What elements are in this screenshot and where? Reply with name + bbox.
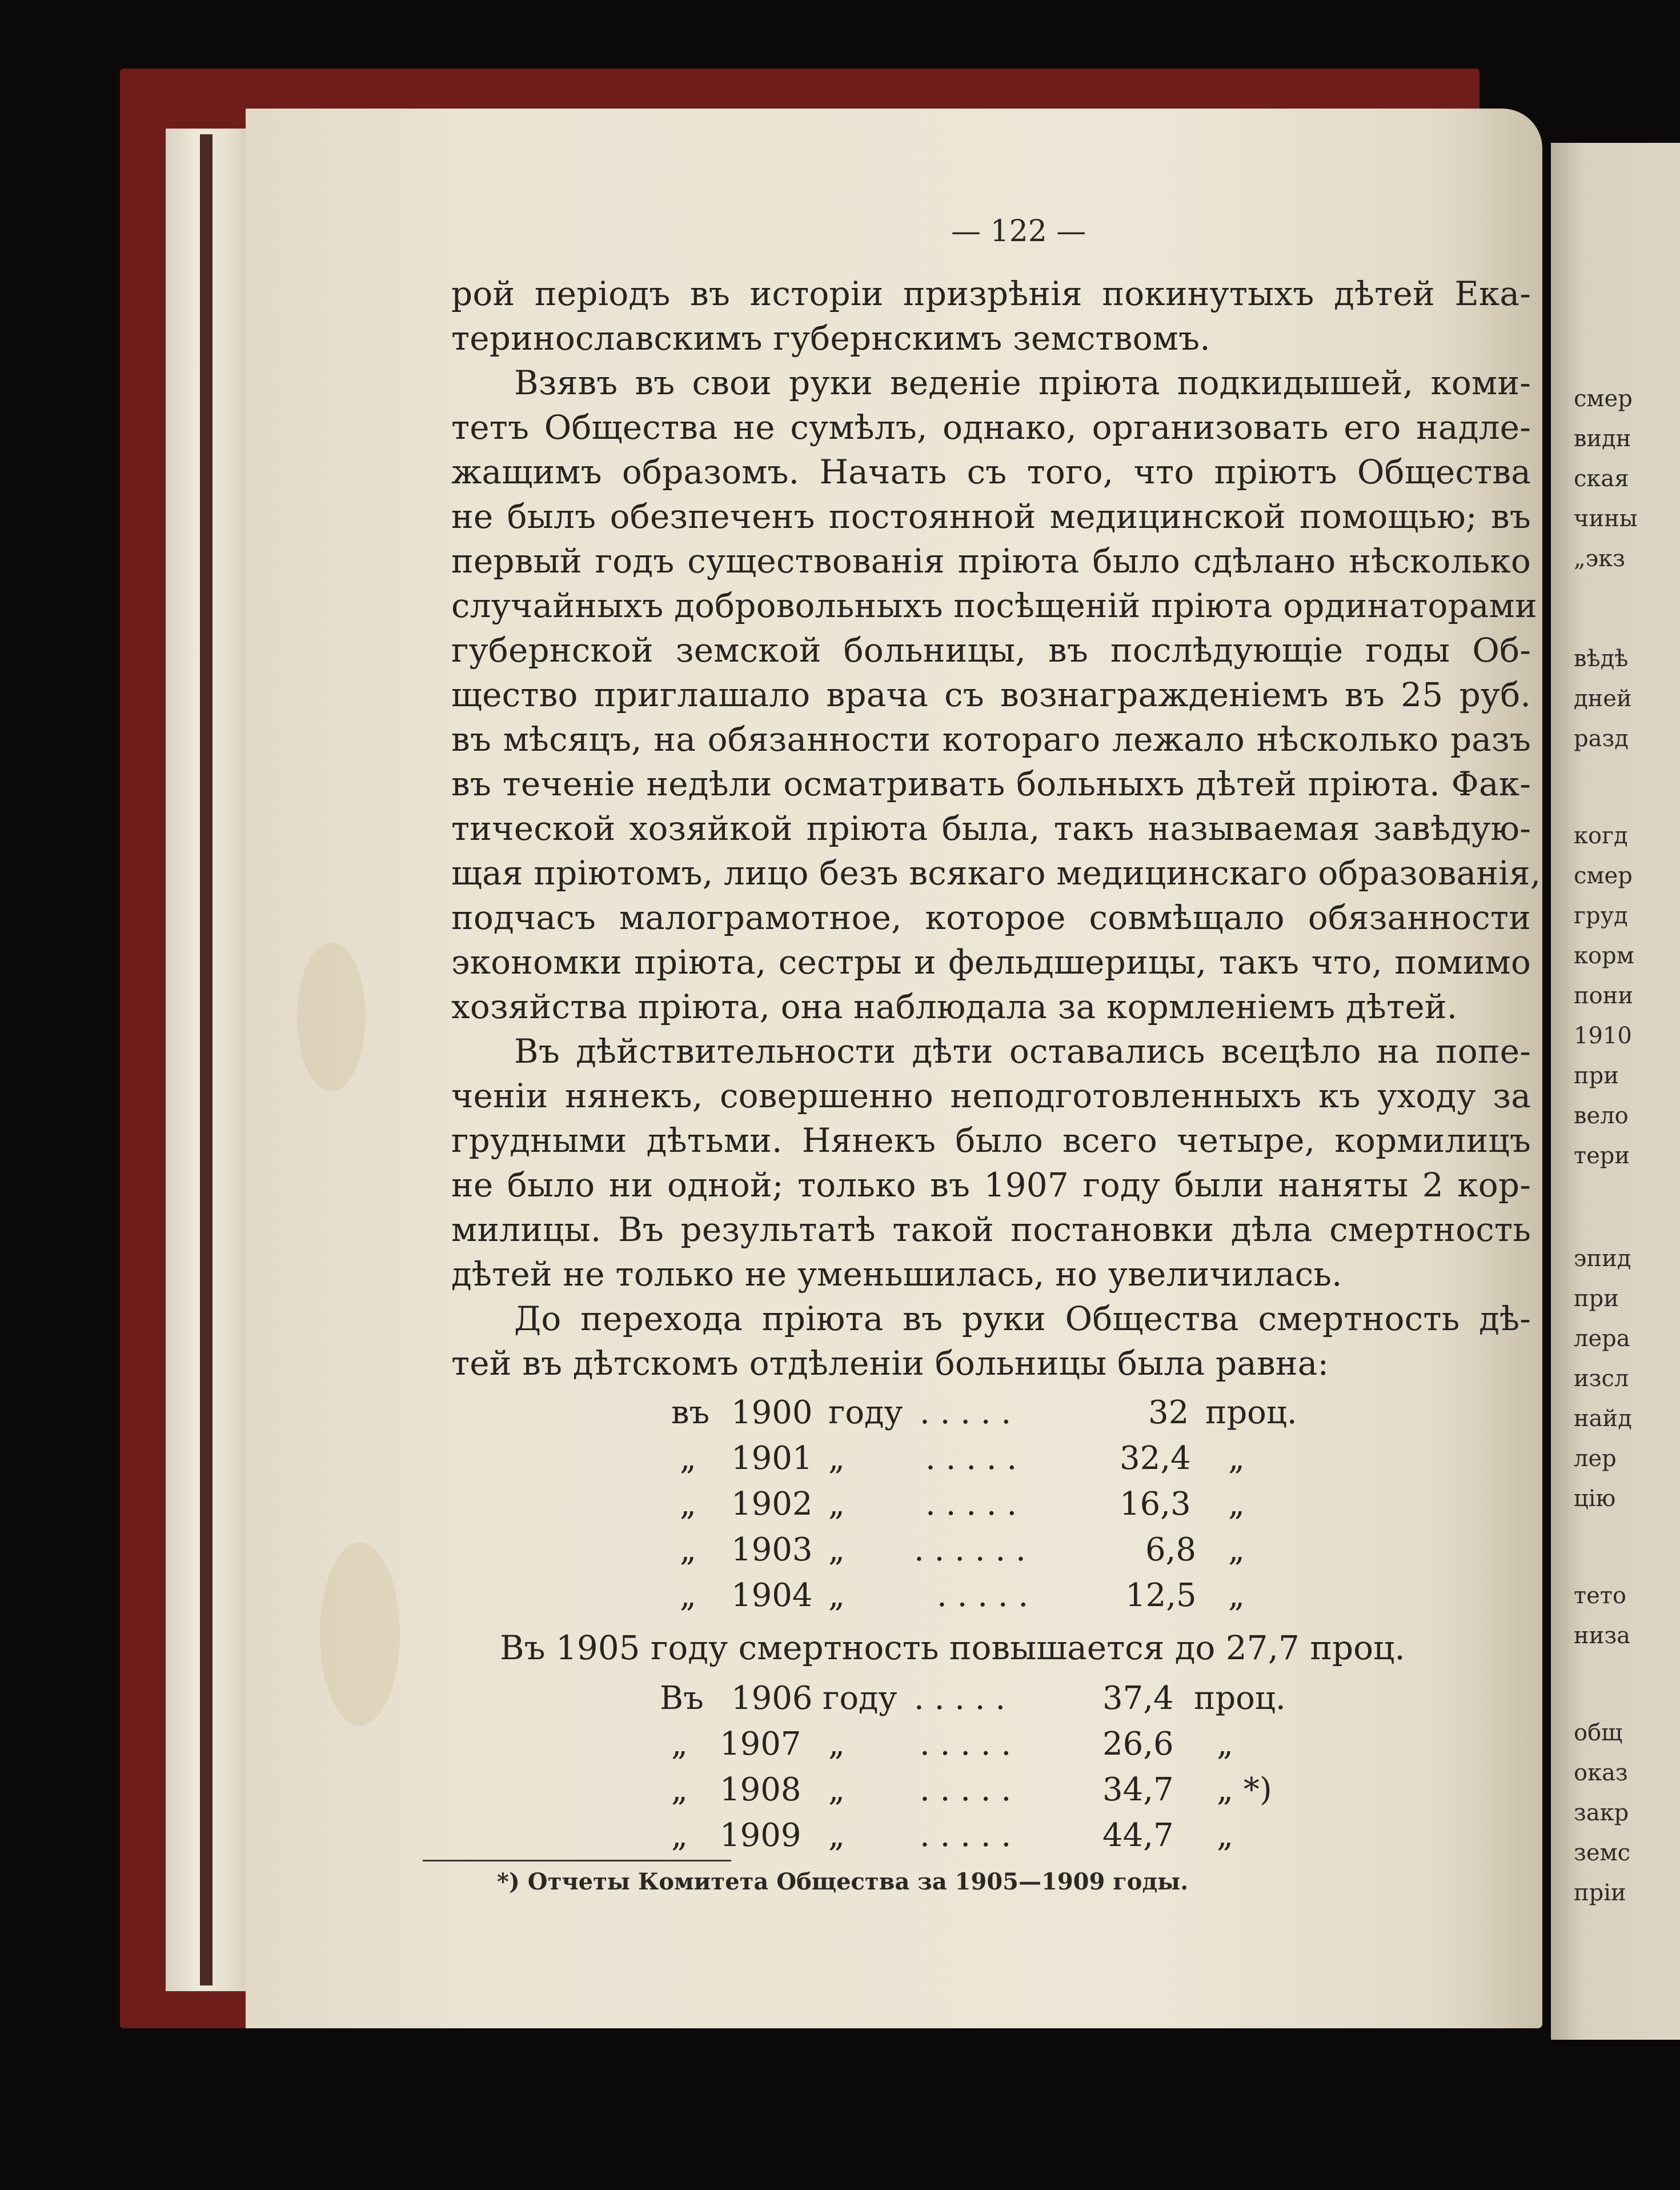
row-prefix: „ (680, 1486, 697, 1523)
row-word: „ (828, 1817, 845, 1854)
fragment: вѣдѣ (1574, 646, 1629, 672)
row-dots: . . . . . (920, 1817, 1012, 1854)
fragment: изсл (1574, 1366, 1629, 1392)
row-dots: . . . . . (920, 1771, 1012, 1808)
row-year: 1908 (720, 1771, 801, 1808)
text-line: щая пріютомъ, лицо безъ всякаго медицинскаго образованія, (451, 854, 1541, 892)
fragment: закр (1574, 1800, 1629, 1826)
row-year: 1903 (731, 1531, 813, 1568)
fragment: разд (1574, 726, 1629, 752)
fragment: при (1574, 1286, 1619, 1312)
row-prefix: „ (671, 1725, 688, 1763)
row-word: „ (828, 1577, 845, 1614)
fragment: чины (1574, 506, 1638, 532)
fragment: оказ (1574, 1760, 1628, 1786)
fragment: пріи (1574, 1880, 1626, 1906)
fragment: цію (1574, 1486, 1616, 1512)
row-year: 1909 (720, 1817, 801, 1854)
row-value: 12,5 (1125, 1577, 1197, 1614)
fragment: пони (1574, 983, 1634, 1009)
page-number: — 122 — (951, 214, 1086, 249)
fragment: смер (1574, 386, 1633, 412)
row-dots: . . . . . (920, 1394, 1012, 1431)
row-prefix: Въ (660, 1680, 704, 1717)
text-line: въ теченіе недѣли осматривать больныхъ дѣтей пріюта. Фак- (451, 764, 1531, 803)
fragment: низа (1574, 1623, 1630, 1649)
fragment: дней (1574, 686, 1632, 712)
row-prefix: „ (680, 1577, 697, 1614)
row-prefix: „ (671, 1817, 688, 1854)
row-prefix: въ (671, 1394, 710, 1431)
fragment: видн (1574, 426, 1631, 452)
text-line: не былъ обезпеченъ постоянной медицинской помощью; въ (451, 497, 1531, 536)
row-value: 26,6 (1102, 1725, 1174, 1763)
fragment: „экз (1574, 546, 1625, 572)
row-value: 32 (1148, 1394, 1189, 1431)
row-year: 1900 (731, 1394, 813, 1431)
row-value: 34,7 (1102, 1771, 1174, 1808)
fragment: эпид (1574, 1246, 1631, 1272)
row-word: „ (828, 1725, 845, 1763)
text-line: въ мѣсяцъ, на обязанности котораго лежало нѣсколько разъ (451, 720, 1531, 759)
row-dots: . . . . . (925, 1486, 1017, 1523)
row-unit: проц. (1194, 1680, 1286, 1717)
fragment: корм (1574, 943, 1634, 969)
row-dots: . . . . . . (914, 1531, 1026, 1568)
row-unit: „ (1228, 1440, 1245, 1477)
fragment: когд (1574, 823, 1628, 849)
row-value: 6,8 (1145, 1531, 1197, 1568)
row-prefix: „ (671, 1771, 688, 1808)
text-line: губернской земской больницы, въ послѣдующіе годы Об- (451, 631, 1531, 670)
row-year: 1904 (731, 1577, 813, 1614)
text-line: дѣтей не только не уменьшилась, но увеличилась. (451, 1255, 1342, 1294)
text-line: милицы. Въ результатѣ такой постановки дѣла смертность (451, 1210, 1531, 1249)
text-line: первый годъ существованія пріюта было сдѣлано нѣсколько (451, 542, 1531, 580)
text-line: Въ дѣйствительности дѣти оставались всецѣло на попе- (514, 1032, 1531, 1071)
row-prefix: „ (680, 1531, 697, 1568)
text-line: хозяйства пріюта, она наблюдала за кормленіемъ дѣтей. (451, 987, 1458, 1026)
fragment: груд (1574, 903, 1628, 929)
row-unit: „ *) (1217, 1771, 1272, 1808)
row-word: году (828, 1394, 903, 1431)
fragment: вело (1574, 1103, 1629, 1129)
text-line: грудными дѣтьми. Нянекъ было всего четыре, кормилицъ (451, 1121, 1531, 1160)
row-year: 1901 (731, 1440, 813, 1477)
fragment: 1910 (1574, 1023, 1632, 1049)
fragment: при (1574, 1063, 1619, 1089)
text-line: рой періодъ въ исторіи призрѣнія покинутыхъ дѣтей Ека- (451, 274, 1531, 313)
row-unit: „ (1228, 1486, 1245, 1523)
row-value: 44,7 (1102, 1817, 1174, 1854)
text-line: тической хозяйкой пріюта была, такъ называемая завѣдую- (451, 809, 1531, 848)
fragment: найд (1574, 1406, 1632, 1432)
text-line: теринославскимъ губернскимъ земствомъ. (451, 319, 1210, 358)
row-dots: . . . . . (914, 1680, 1006, 1717)
fragment: лера (1574, 1326, 1630, 1352)
stat-1905: Въ 1905 году смертность повышается до 27,7 проц. (500, 1628, 1405, 1667)
row-value: 16,3 (1120, 1486, 1191, 1523)
row-dots: . . . . . (925, 1440, 1017, 1477)
row-unit: „ (1228, 1577, 1245, 1614)
row-unit: „ (1217, 1817, 1234, 1854)
row-unit: „ (1217, 1725, 1234, 1763)
fragment: земс (1574, 1840, 1631, 1866)
fragment: лер (1574, 1446, 1617, 1472)
row-dots: . . . . . (937, 1577, 1029, 1614)
row-word: „ (828, 1531, 845, 1568)
text-line: не было ни одной; только въ 1907 году были наняты 2 кор- (451, 1166, 1531, 1204)
binding-strip (200, 134, 212, 1985)
text-line: Взявъ въ свои руки веденіе пріюта подкидышей, коми- (514, 363, 1531, 402)
row-value: 32,4 (1120, 1440, 1191, 1477)
text-line: случайныхъ добровольныхъ посѣщеній пріюта ординаторами (451, 586, 1537, 625)
row-dots: . . . . . (920, 1725, 1012, 1763)
row-word: „ (828, 1771, 845, 1808)
text-line: До перехода пріюта въ руки Общества смертность дѣ- (514, 1299, 1531, 1338)
row-year: 1902 (731, 1486, 813, 1523)
row-word: „ (828, 1486, 845, 1523)
row-unit: „ (1228, 1531, 1245, 1568)
row-year: 1906 (731, 1680, 813, 1717)
row-word: „ (828, 1440, 845, 1477)
text-line: экономки пріюта, сестры и фельдшерицы, такъ что, помимо (451, 943, 1531, 982)
footnote: *) Отчеты Комитета Общества за 1905—1909 годы. (497, 1868, 1189, 1895)
row-year: 1907 (720, 1725, 801, 1763)
fragment: общ (1574, 1720, 1623, 1746)
text-line: тетъ Общества не сумѣлъ, однако, организовать его надле- (451, 408, 1531, 447)
text-line: подчасъ малограмотное, которое совмѣщало обязанности (451, 898, 1531, 937)
row-value: 37,4 (1102, 1680, 1174, 1717)
paper-stain (297, 943, 366, 1091)
row-unit: проц. (1205, 1394, 1297, 1431)
footnote-rule (423, 1860, 731, 1861)
fragment: тето (1574, 1583, 1627, 1609)
fragment: ская (1574, 466, 1629, 492)
text-line: ченіи нянекъ, совершенно неподготовленныхъ къ уходу за (451, 1076, 1531, 1115)
fragment: смер (1574, 863, 1633, 889)
text-line: жащимъ образомъ. Начать съ того, что пріютъ Общества (451, 453, 1531, 491)
paper-stain (320, 1543, 400, 1725)
text-line: щество приглашало врача съ вознагражденіемъ въ 25 руб. (451, 675, 1531, 714)
row-word: году (823, 1680, 897, 1717)
text-line: тей въ дѣтскомъ отдѣленіи больницы была равна: (451, 1344, 1329, 1383)
fragment: тери (1574, 1143, 1630, 1169)
row-prefix: „ (680, 1440, 697, 1477)
